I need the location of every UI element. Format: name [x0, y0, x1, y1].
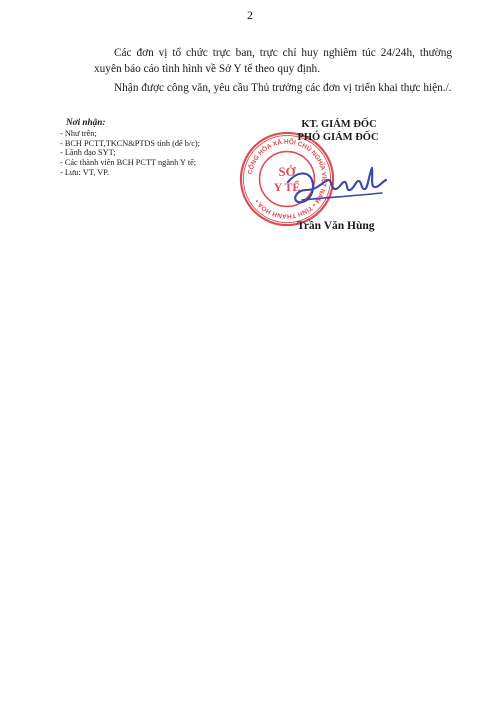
- signature-block: [248, 118, 418, 144]
- signature-title-line-1: KT. GIÁM ĐỐC: [301, 119, 377, 130]
- signature-title-line-2: PHÓ GIÁM ĐỐC: [297, 132, 379, 143]
- seal-center-line-1: SỞ: [278, 165, 296, 180]
- recipients-title: Nơi nhận:: [66, 117, 106, 127]
- page-number: 2: [247, 8, 253, 22]
- handwritten-signature: [282, 160, 390, 210]
- recipient-item: - BCH PCTT,TKCN&PTDS tỉnh (để b/c);: [60, 138, 200, 148]
- seal-ring-text: CỘNG HÒA XÃ HỘI CHỦ NGHĨA VIỆT NAM • TỈNH THANH HÓA •: [247, 138, 328, 220]
- paragraph-implementation: Nhận được công văn, yêu cầu Thủ trưởng các đơn vị triển khai thực hiện./.: [114, 82, 452, 94]
- recipient-item: - Lãnh đạo SYT;: [60, 148, 116, 158]
- recipient-item: - Các thành viên BCH PCTT ngành Y tế;: [60, 158, 197, 168]
- recipient-item: - Lưu: VT, VP.: [60, 167, 109, 177]
- recipients-block: [60, 118, 260, 178]
- signer-name: Trần Văn Hùng: [297, 220, 375, 232]
- seal-center-line-2: Y TẾ: [273, 180, 301, 194]
- recipient-item: - Như trên;: [60, 128, 97, 138]
- paragraph-duty-reporting: Các đơn vị tổ chức trực ban, trực chỉ huy nghiêm túc 24/24h, thường xuyên báo cáo tình hình về Sở Y tế theo quy định.: [94, 47, 452, 75]
- recipients-list: [60, 129, 260, 178]
